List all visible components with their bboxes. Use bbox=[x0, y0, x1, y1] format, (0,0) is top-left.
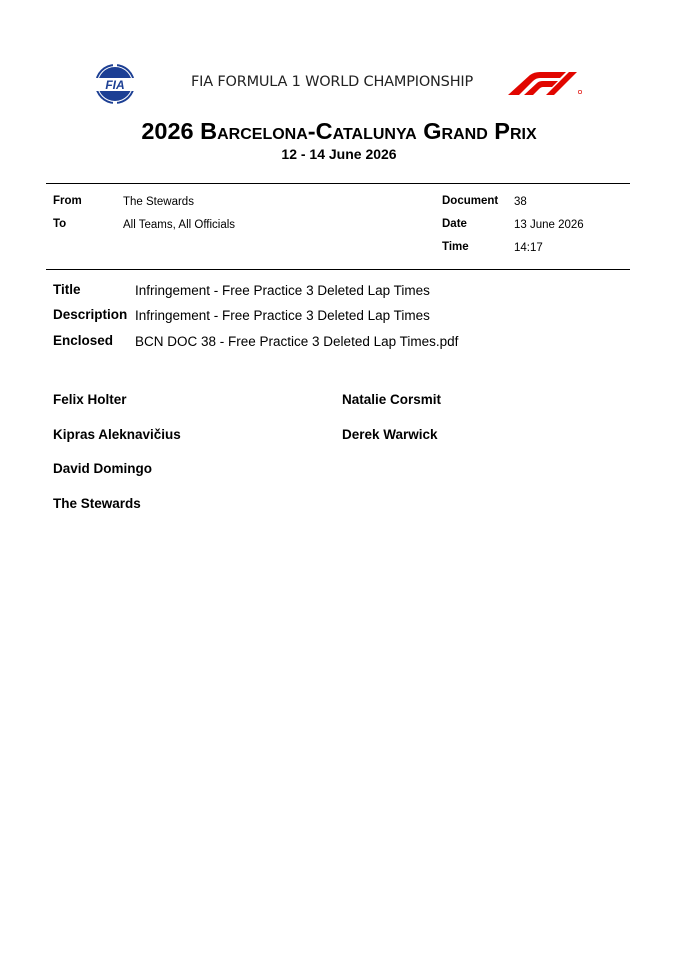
championship-name: FIA FORMULA 1 WORLD CHAMPIONSHIP bbox=[191, 74, 474, 90]
from-label: From bbox=[53, 195, 82, 207]
time-label: Time bbox=[442, 241, 469, 253]
event-title: 2026 Barcelona-Catalunya Grand Prix bbox=[141, 118, 537, 144]
signatory-right-2: Derek Warwick bbox=[342, 427, 438, 442]
signatory-left-1: Felix Holter bbox=[53, 392, 127, 407]
description-label: Description bbox=[53, 307, 128, 322]
date-value: 13 June 2026 bbox=[514, 219, 584, 231]
description-value: Infringement - Free Practice 3 Deleted Lap Times bbox=[135, 308, 430, 323]
to-label: To bbox=[53, 218, 67, 230]
document-number: 38 bbox=[514, 196, 527, 208]
signatory-left-2: Kipras Aleknavičius bbox=[53, 427, 181, 442]
signatory-left-4: The Stewards bbox=[53, 496, 141, 511]
document-label: Document bbox=[442, 195, 499, 207]
to-value: All Teams, All Officials bbox=[123, 219, 236, 231]
meta-divider bbox=[46, 269, 630, 270]
title-label: Title bbox=[53, 282, 81, 297]
title-value: Infringement - Free Practice 3 Deleted Lap Times bbox=[135, 283, 430, 298]
signatory-right-1: Natalie Corsmit bbox=[342, 392, 442, 407]
header-divider bbox=[46, 183, 630, 184]
enclosed-attachment[interactable]: BCN DOC 38 - Free Practice 3 Deleted Lap Times.pdf bbox=[135, 334, 459, 349]
document-header bbox=[0, 60, 678, 108]
f1-logo-icon bbox=[508, 71, 590, 97]
date-label: Date bbox=[442, 218, 467, 230]
event-dates: 12 - 14 June 2026 bbox=[281, 146, 397, 162]
fia-logo-icon bbox=[86, 62, 144, 106]
enclosed-label: Enclosed bbox=[53, 333, 114, 348]
from-value: The Stewards bbox=[123, 196, 194, 208]
time-value: 14:17 bbox=[514, 242, 543, 254]
signatory-left-3: David Domingo bbox=[53, 461, 153, 476]
svg-text:FIA: FIA bbox=[105, 78, 125, 92]
